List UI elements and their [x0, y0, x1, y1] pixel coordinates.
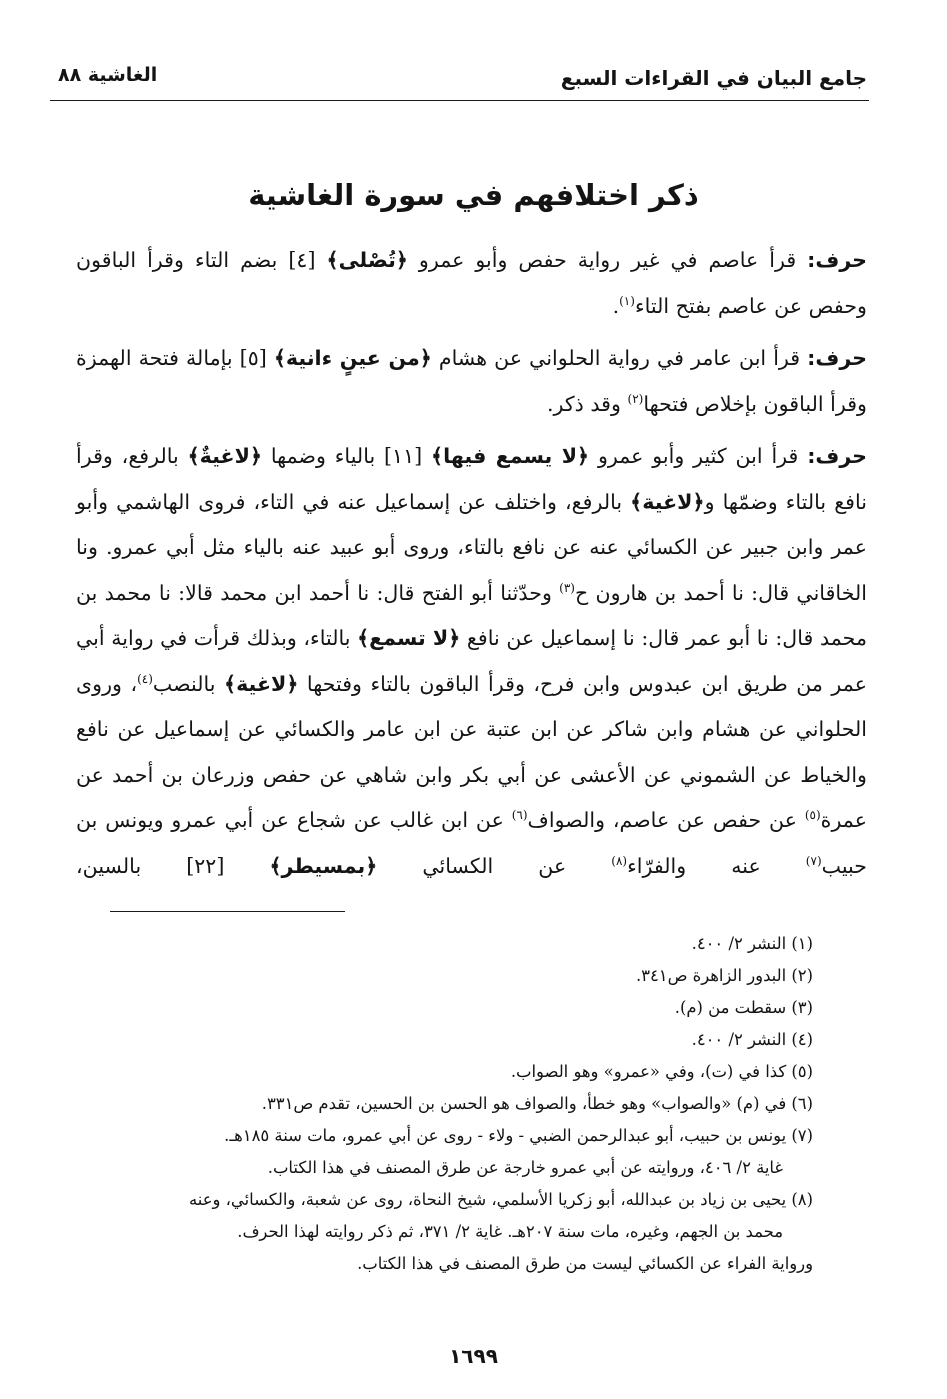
footnote-ref: (٧): [805, 853, 822, 868]
footnote-8: (٨) يحيى بن زياد بن عبدالله، أبو زكريا الأسلمي، شيخ النحاة، روى عن شعبة، والكسائي، وعنه: [189, 1190, 813, 1209]
footnote-ref: (٨): [611, 853, 628, 868]
footnote-ref: (٥): [804, 808, 821, 823]
text-run: [٢٢] بالسين،: [76, 853, 270, 878]
paragraph-3: [76, 434, 867, 889]
footnote-3: (٣) سقطت من (م).: [674, 998, 813, 1017]
footnote-7: (٧) يونس بن حبيب، أبو عبدالرحمن الضبي - ولاء - روى عن أبي عمرو، مات سنة ١٨٥هـ.: [224, 1126, 813, 1145]
text-run: عن الكسائي: [377, 853, 612, 878]
text-run: .: [612, 293, 620, 318]
text-run: عن ابن غالب عن شجاع عن أبي عمرو ويونس بن حبيب: [76, 808, 868, 878]
footnote-1: (١) النشر ٢/ ٤٠٠.: [691, 934, 813, 953]
harf-label: حرف:: [807, 248, 867, 272]
footnote-ref: (٢): [627, 391, 644, 406]
text-run: قرأ ابن كثير وأبو عمرو: [589, 444, 808, 468]
footnotes: [130, 928, 813, 1280]
running-header-surah: الغاشية ٨٨: [58, 64, 158, 86]
quran-word: ﴿لاغية﴾: [630, 489, 705, 514]
text-run: [٥] بإمالة فتحة الهمزة وقرأ الباقون بإخلاص فتحها: [76, 346, 867, 416]
text-run: وقد ذكر.: [546, 391, 628, 416]
footnote-8-continuation: محمد بن الجهم، وغيره، مات سنة ٢٠٧هـ. غاية ٢/ ٣٧١، ثم ذكر روايته لهذا الحرف.: [237, 1222, 783, 1241]
footnote-7-continuation: غاية ٢/ ٤٠٦، وروايته عن أبي عمرو خارجة عن طرق المصنف في هذا الكتاب.: [267, 1158, 783, 1177]
footnote-2: (٢) البدور الزاهرة ص٣٤١.: [635, 966, 813, 985]
quran-word: ﴿لاغيةٌ﴾: [187, 444, 263, 468]
quran-word: ﴿بمسيطر﴾: [269, 853, 378, 878]
footnote-4: (٤) النشر ٢/ ٤٠٠.: [691, 1030, 813, 1049]
harf-label: حرف:: [807, 346, 867, 370]
text-run: بالتاء، وبذلك قرأت في رواية أبي عمر من طريق ابن عبدوس وابن فرح، وقرأ الباقون بالتاء وفتحها: [76, 626, 867, 696]
quran-word: ﴿لا يسمع فيها﴾: [431, 444, 590, 468]
footnote-divider: [110, 911, 345, 912]
text-run: قرأ ابن عامر في رواية الحلواني عن هشام: [431, 346, 808, 370]
quran-word: ﴿تُصْلى﴾: [326, 248, 408, 272]
text-run: بالرفع، وقرأ نافع بالتاء وضمّها و: [76, 444, 868, 514]
text-run: [٤] بضم التاء وقرأ الباقون وحفص عن عاصم بفتح التاء: [76, 248, 867, 318]
text-run: [١١] بالياء وضمها: [262, 444, 432, 468]
text-run: بالرفع، واختلف عن إسماعيل عنه في التاء، فروى الهاشمي وأبو عمر وابن جبير عن الكسائي عنه عن نافع بالتاء، وروى أبو عبيد عنه بالياء مثل أبي عمرو. ونا الخاقاني قال: نا أحمد بن هارون ح: [76, 489, 867, 605]
footnote-6: (٦) في (م) «والصواب» وهو خطأ، والصواف هو الحسن بن الحسين، تقدم ص٣٣١.: [261, 1094, 813, 1113]
text-run: ، وروى الحلواني عن هشام وابن شاكر عن ابن عتبة عن ابن عامر والكسائي عن إسماعيل عن نافع والخياط عن الشموني عن الأعشى عن أبي بكر وابن شاهي عن حفص وزرعان بن أحمد عن عمرة: [76, 671, 868, 832]
footnote-ref: (٤): [137, 671, 153, 686]
quran-word: ﴿لاغية﴾: [224, 671, 299, 696]
text-run: وحدّثنا أبو الفتح قال: نا أحمد ابن محمد قالا: نا محمد بن محمد قال: نا أبو عمر قال: نا إسماعيل عن نافع: [76, 580, 868, 650]
text-run: بالنصب: [152, 671, 224, 696]
harf-label: حرف:: [807, 444, 867, 468]
footnote-ref: (٦): [511, 808, 528, 823]
header-divider: [50, 100, 869, 101]
footnote-ref: (٣): [559, 580, 575, 595]
text-run: قرأ عاصم في غير رواية حفص وأبو عمرو: [407, 248, 808, 272]
page-number: ١٦٩٩: [449, 1344, 498, 1368]
footnote-ref: (١): [619, 293, 635, 308]
main-text: [76, 238, 867, 896]
quran-word: ﴿من عينٍ ءانية﴾: [273, 346, 432, 370]
text-run: عنه والفرّاء: [627, 853, 806, 878]
footnote-5: (٥) كذا في (ت)، وفي «عمرو» وهو الصواب.: [510, 1062, 813, 1081]
quran-word: ﴿لا تسمع﴾: [357, 626, 461, 650]
paragraph-1: [76, 238, 867, 329]
section-title: ذكر اختلافهم في سورة الغاشية: [248, 178, 699, 212]
paragraph-2: [76, 336, 867, 427]
text-run: عن حفص عن عاصم، والصواف: [527, 808, 805, 832]
running-header-book-title: جامع البيان في القراءات السبع: [560, 66, 867, 90]
footnote-8-note: ورواية الفراء عن الكسائي ليست من طرق المصنف في هذا الكتاب.: [357, 1254, 813, 1273]
